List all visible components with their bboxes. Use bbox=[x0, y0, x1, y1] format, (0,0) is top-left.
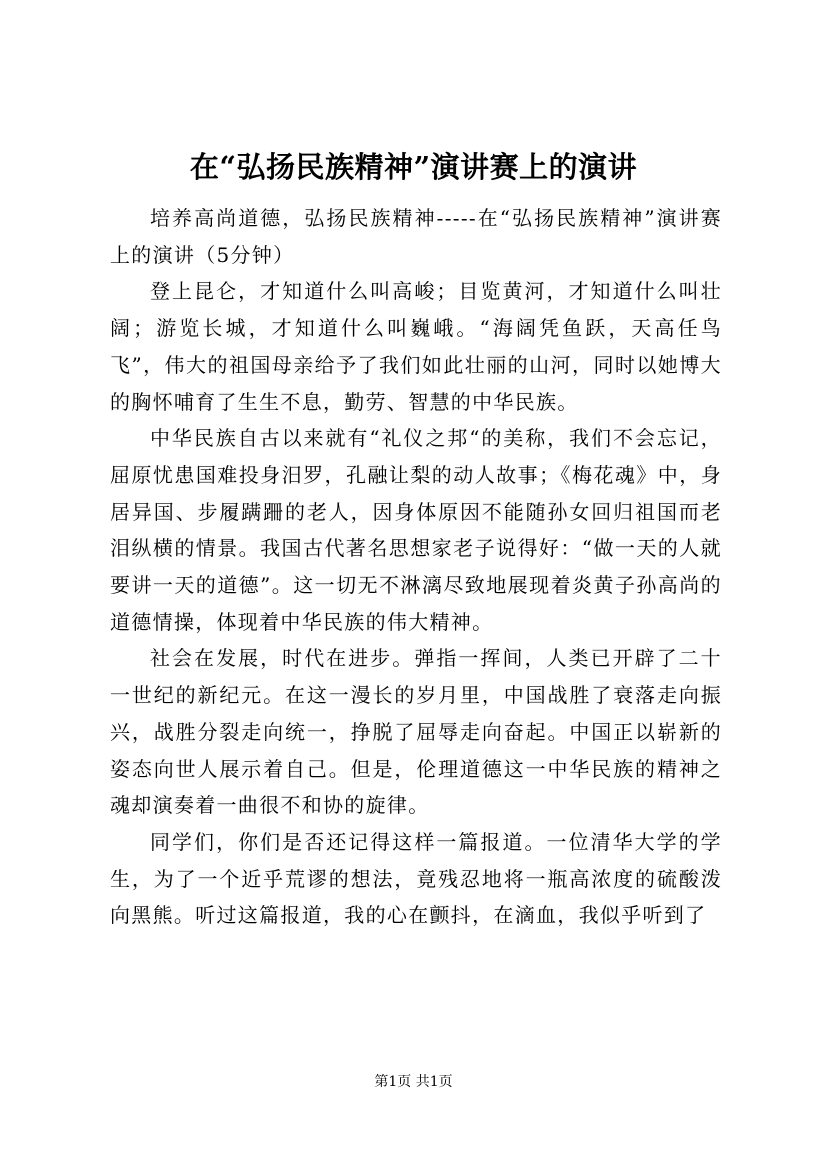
document-title: 在“弘扬民族精神”演讲赛上的演讲 bbox=[189, 150, 638, 184]
paragraph-5: 同学们，你们是否还记得这样一篇报道。一位清华大学的学生，为了一个近乎荒谬的想法，竟残忍地将一瓶高浓度的硫酸泼向黑熊。听过这篇报道，我的心在颤抖，在滴血，我似乎听到了 bbox=[110, 829, 722, 928]
document-body bbox=[110, 200, 722, 934]
page-footer: 第1页 共1页 bbox=[374, 1074, 453, 1090]
paragraph-1: 培养高尚道德，弘扬民族精神-----在“弘扬民族精神”演讲赛上的演讲（5分钟） bbox=[110, 206, 722, 267]
paragraph-3: 中华民族自古以来就有“礼仪之邦“的美称，我们不会忘记，屈原忧患国难投身汨罗，孔融让梨的动人故事；《梅花魂》中，身居异国、步履蹒跚的老人，因身体原因不能随孙女回归祖国而老泪纵横的情景。我国古代著名思想家老子说得好：“做一天的人就要讲一天的道德”。这一切无不淋漓尽致地展现着炎黄子孙高尚的道德情操，体现着中华民族的伟大精神。 bbox=[110, 426, 722, 634]
paragraph-4: 社会在发展，时代在进步。弹指一挥间，人类已开辟了二十一世纪的新纪元。在这一漫长的岁月里，中国战胜了衰落走向振兴，战胜分裂走向统一，挣脱了屈辱走向奋起。中国正以崭新的姿态向世人展示着自己。但是，伦理道德这一中华民族的精神之魂却演奏着一曲很不和协的旋律。 bbox=[110, 646, 722, 818]
paragraph-2: 登上昆仑，才知道什么叫高峻；目览黄河，才知道什么叫壮阔；游览长城，才知道什么叫巍峨。“海阔凭鱼跃，天高任鸟飞”，伟大的祖国母亲给予了我们如此壮丽的山河，同时以她博大的胸怀哺育了生生不息，勤劳、智慧的中华民族。 bbox=[110, 279, 722, 414]
